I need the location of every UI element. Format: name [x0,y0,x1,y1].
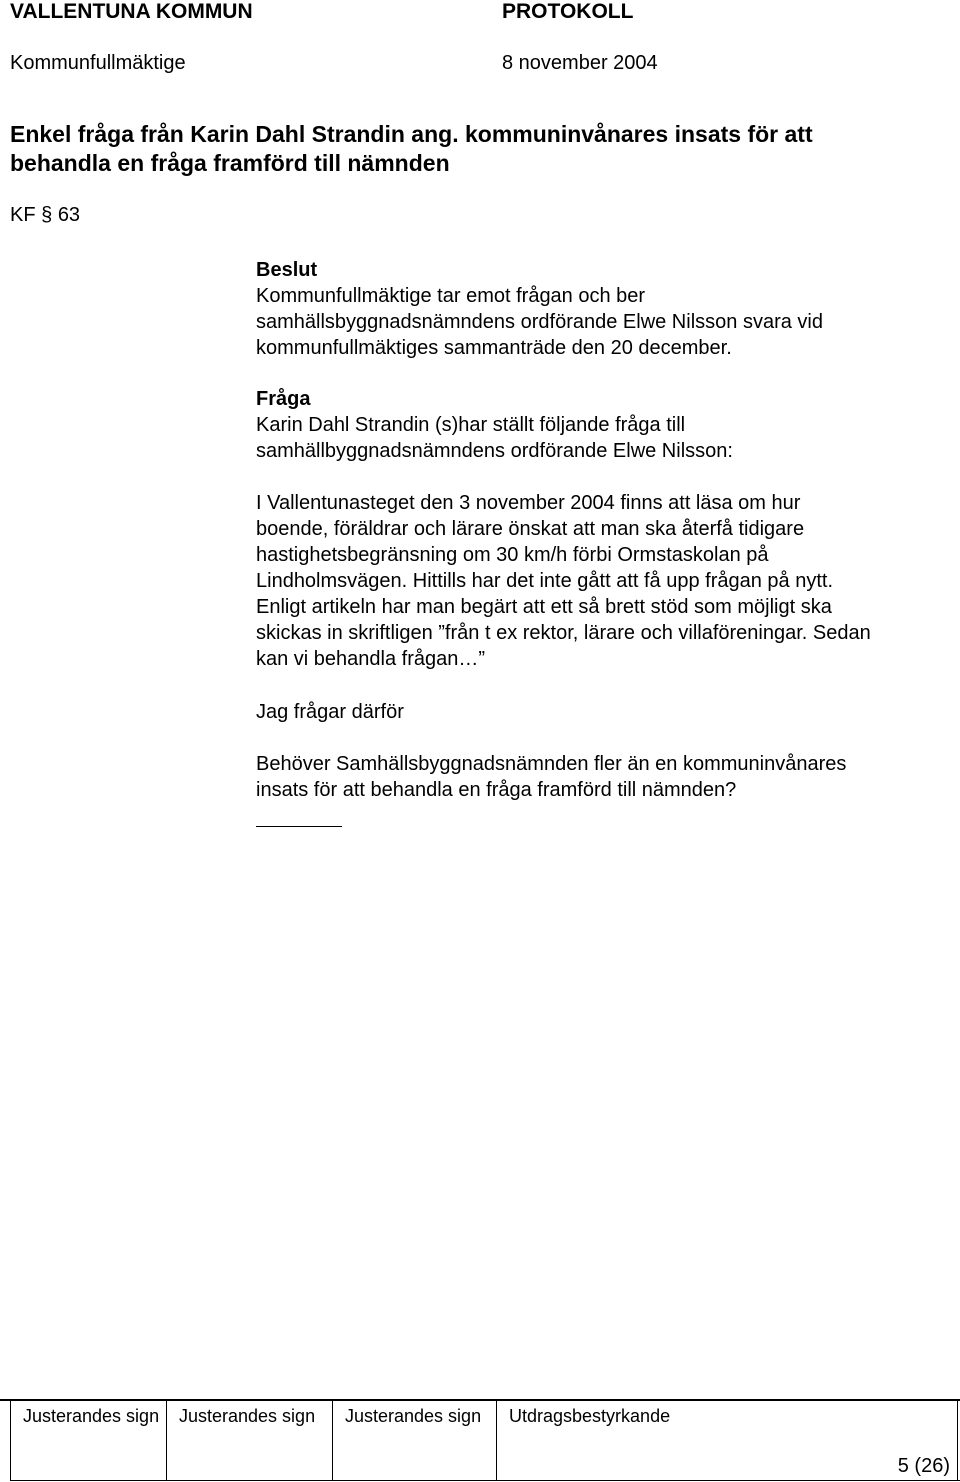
beslut-heading: Beslut [256,259,318,281]
footer-right-border [957,1401,958,1481]
header-doc-type: PROTOKOLL [502,0,634,23]
fraga-body-line: skickas in skriftligen ”från t ex rektor, lärare och villaföreningar. Sedan [256,622,871,644]
signature-cell [10,1401,166,1481]
end-rule [256,826,342,827]
paragraph-prefix: KF [10,204,36,226]
beslut-line: kommunfullmäktiges sammanträde den 20 december. [256,337,732,359]
fraga-body-line: boende, föräldrar och lärare önskat att man ska återfå tidigare [256,518,805,540]
paragraph-number: 63 [57,204,81,226]
header-date: 8 november 2004 [502,52,658,74]
signature-label: Justerandes sign [179,1406,316,1426]
page-number: 5 (26) [897,1455,950,1477]
header-org: VALLENTUNA KOMMUN [10,0,253,23]
page-title-line-1: Enkel fråga från Karin Dahl Strandin ang. kommuninvånares insats för att [10,121,813,147]
fraga-body-line: Enligt artikeln har man begärt att ett så brett stöd som möjligt ska [256,596,832,618]
signature-cell [166,1401,332,1481]
fraga-heading: Fråga [256,388,311,410]
footer-bottom-border [10,1480,960,1481]
signature-footer [0,1399,960,1481]
beslut-line: samhällsbyggnadsnämndens ordförande Elwe Nilsson svara vid [256,311,823,333]
fraga-intro-line: Karin Dahl Strandin (s)har ställt följande fråga till [256,414,686,436]
header-body: Kommunfullmäktige [10,52,186,74]
fraga-body-line: Lindholmsvägen. Hittills har det inte gått att få upp frågan på nytt. [256,570,834,592]
signature-label: Justerandes sign [345,1406,482,1426]
beslut-line: Kommunfullmäktige tar emot frågan och ber [256,285,646,307]
fraga-body-line: hastighetsbegränsning om 30 km/h förbi Ormstaskolan på [256,544,769,566]
fraga-ask: Jag frågar därför [256,701,404,723]
certification-cell [496,1401,958,1481]
paragraph-reference [10,204,80,227]
fraga-question-line: insats för att behandla en fråga framförd till nämnden? [256,779,737,801]
certification-label: Utdragsbestyrkande [509,1406,671,1426]
fraga-body-line: I Vallentunasteget den 3 november 2004 finns att läsa om hur [256,492,801,514]
fraga-body-line: kan vi behandla frågan…” [256,648,486,670]
paragraph-symbol: § [41,204,53,226]
page-title-line-2: behandla en fråga framförd till nämnden [10,150,450,176]
signature-cell [332,1401,496,1481]
fraga-intro-line: samhällbyggnadsnämndens ordförande Elwe Nilsson: [256,440,733,462]
fraga-question-line: Behöver Samhällsbyggnadsnämnden fler än en kommuninvånares [256,753,847,775]
signature-label: Justerandes sign [23,1406,160,1426]
